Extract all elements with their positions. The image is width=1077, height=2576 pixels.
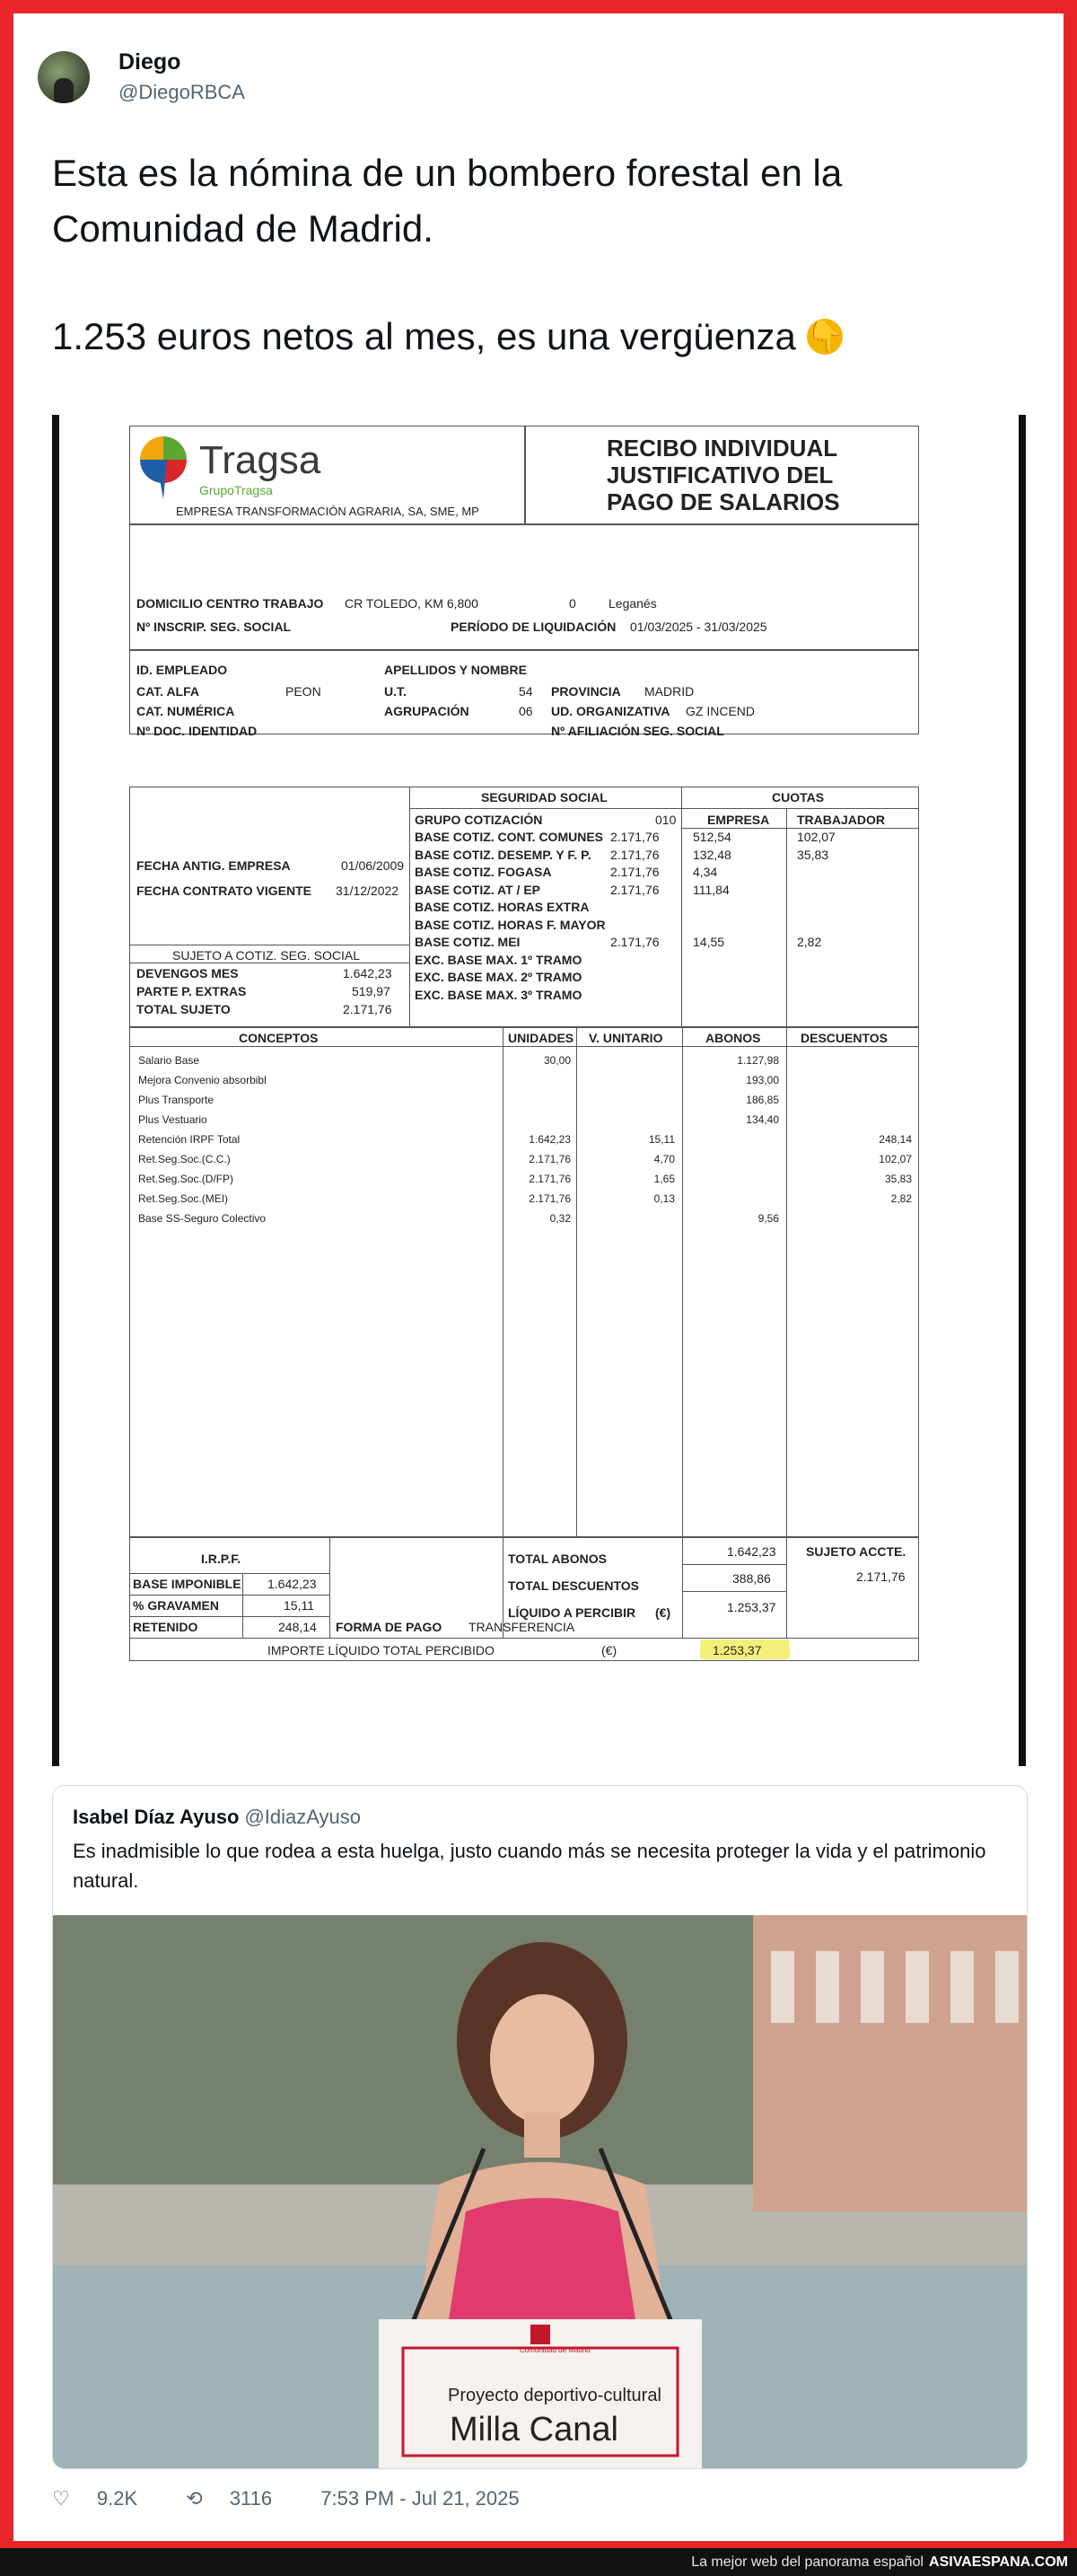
footer-bar <box>0 2548 1077 2576</box>
like-button[interactable] <box>52 2487 159 2510</box>
logo-sub: GrupoTragsa <box>199 483 273 497</box>
base-row-label: BASE COTIZ. DESEMP. Y F. P. <box>415 847 591 862</box>
concepto-unidades: 1.642,23 <box>529 1133 571 1146</box>
gravamen-label: % GRAVAMEN <box>133 1598 219 1613</box>
author-handle[interactable]: @DiegoRBCA <box>118 81 245 103</box>
conceptos-table <box>129 1027 919 1537</box>
forma-pago-value: TRANSFERENCIA <box>468 1620 575 1634</box>
importe-value: 1.253,37 <box>713 1643 762 1657</box>
concepto-descuento: 35,83 <box>884 1173 912 1185</box>
base-row-label: BASE COTIZ. FOGASA <box>415 865 552 879</box>
footer-tagline: La mejor web del panorama español <box>691 2554 924 2570</box>
total-desc-label: TOTAL DESCUENTOS <box>508 1578 639 1593</box>
concepto-abono: 9,56 <box>757 1212 779 1225</box>
forma-pago-label: FORMA DE PAGO <box>336 1620 442 1634</box>
fecha-contrato-label: FECHA CONTRATO VIGENTE <box>136 884 311 898</box>
extras-label: PARTE P. EXTRAS <box>136 984 247 998</box>
base-row-base: 2.171,76 <box>610 847 660 862</box>
total-abonos-value: 1.642,23 <box>727 1544 776 1559</box>
concepto-descuento: 102,07 <box>879 1153 912 1165</box>
concepto-descuento: 248,14 <box>879 1133 912 1146</box>
ut-value: 54 <box>519 684 533 699</box>
quote-text: Es inadmisible lo que rodea a esta huelga, justo cuando más se necesita proteger la vida y el patrimonio natural. <box>73 1840 986 1892</box>
base-row-label: BASE COTIZ. CONT. COMUNES <box>415 830 604 844</box>
liquido-value: 1.253,37 <box>727 1600 776 1614</box>
company-name: EMPRESA TRANSFORMACIÓN AGRARIA, SA, SME, MP <box>176 505 479 518</box>
concepto-unidades: 30,00 <box>543 1054 571 1067</box>
base-row-base: 2.171,76 <box>610 865 660 879</box>
likes-count: 9.2K <box>96 2487 138 2510</box>
domicilio-label: DOMICILIO CENTRO TRABAJO <box>136 596 324 611</box>
periodo-label: PERÍODO DE LIQUIDACIÓN <box>451 620 617 634</box>
base-row-label: EXC. BASE MAX. 2º TRAMO <box>415 970 582 984</box>
concepto-descuento: 2,82 <box>890 1192 912 1205</box>
seg-social-label: SEGURIDAD SOCIAL <box>481 790 608 804</box>
importe-label: IMPORTE LÍQUIDO TOTAL PERCIBIDO <box>267 1643 495 1657</box>
base-row-trabajador: 102,07 <box>797 830 836 844</box>
gravamen-value: 15,11 <box>284 1598 314 1613</box>
irpf-label: I.R.P.F. <box>201 1552 241 1566</box>
base-row-empresa: 4,34 <box>693 865 718 879</box>
quoted-tweet[interactable] <box>52 1785 1028 2469</box>
concepto-name: Mejora Convenio absorbibl <box>138 1074 267 1086</box>
base-row-label: BASE COTIZ. AT / EP <box>415 882 541 897</box>
concepto-unitario: 0,13 <box>653 1192 675 1205</box>
col-conceptos: CONCEPTOS <box>239 1031 319 1045</box>
author-name[interactable]: Diego <box>118 49 181 75</box>
logo-name: Tragsa <box>199 438 321 482</box>
devengos-value: 1.642,23 <box>343 966 392 980</box>
concepto-name: Ret.Seg.Soc.(MEI) <box>138 1192 229 1205</box>
quote-author[interactable] <box>73 1806 361 1829</box>
doc-id: Nº DOC. IDENTIDAD <box>136 724 258 738</box>
ud-org-value: GZ INCEND <box>686 704 755 718</box>
devengos-label: DEVENGOS MES <box>136 966 239 980</box>
retenido-value: 248,14 <box>278 1620 317 1634</box>
cat-alfa: CAT. ALFA <box>136 684 199 699</box>
domicilio-value: CR TOLEDO, KM 6,800 <box>345 596 478 611</box>
afiliacion: Nº AFILIACIÓN SEG. SOCIAL <box>551 724 724 738</box>
cat-num: CAT. NUMÉRICA <box>136 704 235 718</box>
base-row-empresa: 512,54 <box>693 830 731 844</box>
cuotas-label: CUOTAS <box>772 790 825 804</box>
grupo-cot-label: GRUPO COTIZACIÓN <box>415 813 543 827</box>
podium-line-1: Proyecto deportivo-cultural <box>448 2386 661 2405</box>
concepto-name: Ret.Seg.Soc.(C.C.) <box>138 1153 231 1165</box>
col-unidades: UNIDADES <box>508 1031 574 1045</box>
fecha-antig-label: FECHA ANTIG. EMPRESA <box>136 858 291 873</box>
inscrip-label: Nº INSCRIP. SEG. SOCIAL <box>136 620 292 634</box>
base-row-label: EXC. BASE MAX. 3º TRAMO <box>415 987 582 1002</box>
footer-brand[interactable]: ASIVAESPANA.COM <box>929 2554 1068 2570</box>
base-imp-label: BASE IMPONIBLE <box>133 1577 241 1591</box>
sujeto-accte-value: 2.171,76 <box>856 1569 906 1584</box>
id-empleado: ID. EMPLEADO <box>136 663 228 677</box>
concepto-abono: 193,00 <box>746 1074 779 1086</box>
concepto-abono: 186,85 <box>746 1094 779 1106</box>
agrupacion-value: 06 <box>519 704 533 718</box>
payslip-image[interactable] <box>52 415 1026 1766</box>
base-row-label: BASE COTIZ. HORAS EXTRA <box>415 900 590 914</box>
tweet-text <box>52 145 1021 365</box>
fecha-antig-value: 01/06/2009 <box>341 858 405 873</box>
total-abonos-label: TOTAL ABONOS <box>508 1552 607 1566</box>
base-row-empresa: 111,84 <box>693 882 730 897</box>
ud-org-label: UD. ORGANIZATIVA <box>551 704 670 718</box>
tweet-metrics <box>52 2487 541 2510</box>
concepto-unidades: 2.171,76 <box>529 1192 571 1205</box>
concepto-abono: 1.127,98 <box>737 1054 779 1067</box>
pointing-down-emoji-icon <box>807 319 843 355</box>
sujeto-label: SUJETO A COTIZ. SEG. SOCIAL <box>172 948 361 963</box>
base-row-label: BASE COTIZ. HORAS F. MAYOR <box>415 917 606 932</box>
base-row-base: 2.171,76 <box>610 882 660 897</box>
base-row-label: BASE COTIZ. MEI <box>415 935 521 949</box>
empresa-col: EMPRESA <box>707 813 770 827</box>
quote-author-handle: @IdiazAyuso <box>244 1806 361 1828</box>
quote-author-name: Isabel Díaz Ayuso <box>73 1806 240 1828</box>
concepto-unitario: 4,70 <box>653 1153 675 1165</box>
concepto-abono: 134,40 <box>746 1113 779 1126</box>
base-imp-value: 1.642,23 <box>267 1577 317 1591</box>
domicilio-city: Leganés <box>609 596 657 611</box>
base-row-base: 2.171,76 <box>610 830 660 844</box>
base-row-label: EXC. BASE MAX. 1º TRAMO <box>415 952 582 967</box>
provincia-value: MADRID <box>644 684 695 699</box>
retweets-count: 3116 <box>229 2487 273 2510</box>
heart-icon: ♡ <box>52 2487 70 2510</box>
total-sujeto-value: 2.171,76 <box>343 1002 392 1016</box>
concepto-name: Ret.Seg.Soc.(D/FP) <box>138 1173 234 1185</box>
agrupacion-label: AGRUPACIÓN <box>384 704 469 718</box>
ut-label: U.T. <box>384 684 407 699</box>
total-desc-value: 388,86 <box>732 1571 771 1586</box>
podium-small-text: Comunidad de Madrid <box>520 2346 591 2354</box>
tragsa-logo-icon <box>136 433 190 501</box>
total-sujeto-label: TOTAL SUJETO <box>136 1002 231 1016</box>
extras-value: 519,97 <box>352 984 390 998</box>
concepto-unidades: 0,32 <box>549 1212 571 1225</box>
retweet-button[interactable] <box>186 2487 293 2510</box>
apellidos-label: APELLIDOS Y NOMBRE <box>384 663 527 677</box>
sujeto-accte-label: SUJETO ACCTE. <box>806 1544 906 1559</box>
concepto-name: Plus Vestuario <box>138 1113 207 1126</box>
col-abonos: ABONOS <box>705 1031 761 1045</box>
domicilio-zero: 0 <box>569 596 576 611</box>
liquido-label: LÍQUIDO A PERCIBIR <box>508 1605 636 1620</box>
importe-unit: (€) <box>601 1643 617 1657</box>
doc-title-2: JUSTIFICATIVO DEL <box>607 462 834 488</box>
base-row-base: 2.171,76 <box>610 935 660 949</box>
base-row-empresa: 14,55 <box>693 935 725 949</box>
tweet-datetime[interactable]: 7:53 PM - Jul 21, 2025 <box>320 2487 520 2510</box>
col-unitario: V. UNITARIO <box>589 1031 663 1045</box>
base-row-trabajador: 2,82 <box>797 935 822 949</box>
fecha-contrato-value: 31/12/2022 <box>336 884 399 898</box>
podium-line-2: Milla Canal <box>450 2411 618 2449</box>
concepto-unitario: 15,11 <box>648 1133 675 1146</box>
doc-title-1: RECIBO INDIVIDUAL <box>607 435 838 462</box>
periodo-value: 01/03/2025 - 31/03/2025 <box>630 620 767 634</box>
tweet-line-2-text: 1.253 euros netos al mes, es una vergüenza <box>52 315 796 357</box>
concepto-name: Plus Transporte <box>138 1094 215 1106</box>
tweet-line-1: Esta es la nómina de un bombero forestal en la Comunidad de Madrid. <box>52 152 843 250</box>
retenido-label: RETENIDO <box>133 1620 198 1634</box>
quote-photo[interactable] <box>53 1915 1027 2468</box>
retweet-icon: ⟲ <box>186 2487 203 2510</box>
doc-title-3: PAGO DE SALARIOS <box>607 488 840 515</box>
provincia-label: PROVINCIA <box>551 684 621 699</box>
liquido-unit: (€) <box>655 1605 671 1620</box>
concepto-name: Salario Base <box>138 1054 200 1067</box>
base-row-trabajador: 35,83 <box>797 847 829 862</box>
base-row-empresa: 132,48 <box>693 847 731 862</box>
concepto-unidades: 2.171,76 <box>529 1173 571 1185</box>
concepto-name: Base SS-Seguro Colectivo <box>138 1212 267 1225</box>
tweet-line-2 <box>52 309 1021 365</box>
trabajador-col: TRABAJADOR <box>797 813 885 827</box>
peon: PEON <box>285 684 321 699</box>
grupo-cot-value: 010 <box>655 813 677 827</box>
concepto-name: Retención IRPF Total <box>138 1133 241 1146</box>
author-avatar[interactable] <box>38 51 90 103</box>
col-descuentos: DESCUENTOS <box>801 1031 888 1045</box>
concepto-unitario: 1,65 <box>653 1173 675 1185</box>
concepto-unidades: 2.171,76 <box>529 1153 571 1165</box>
